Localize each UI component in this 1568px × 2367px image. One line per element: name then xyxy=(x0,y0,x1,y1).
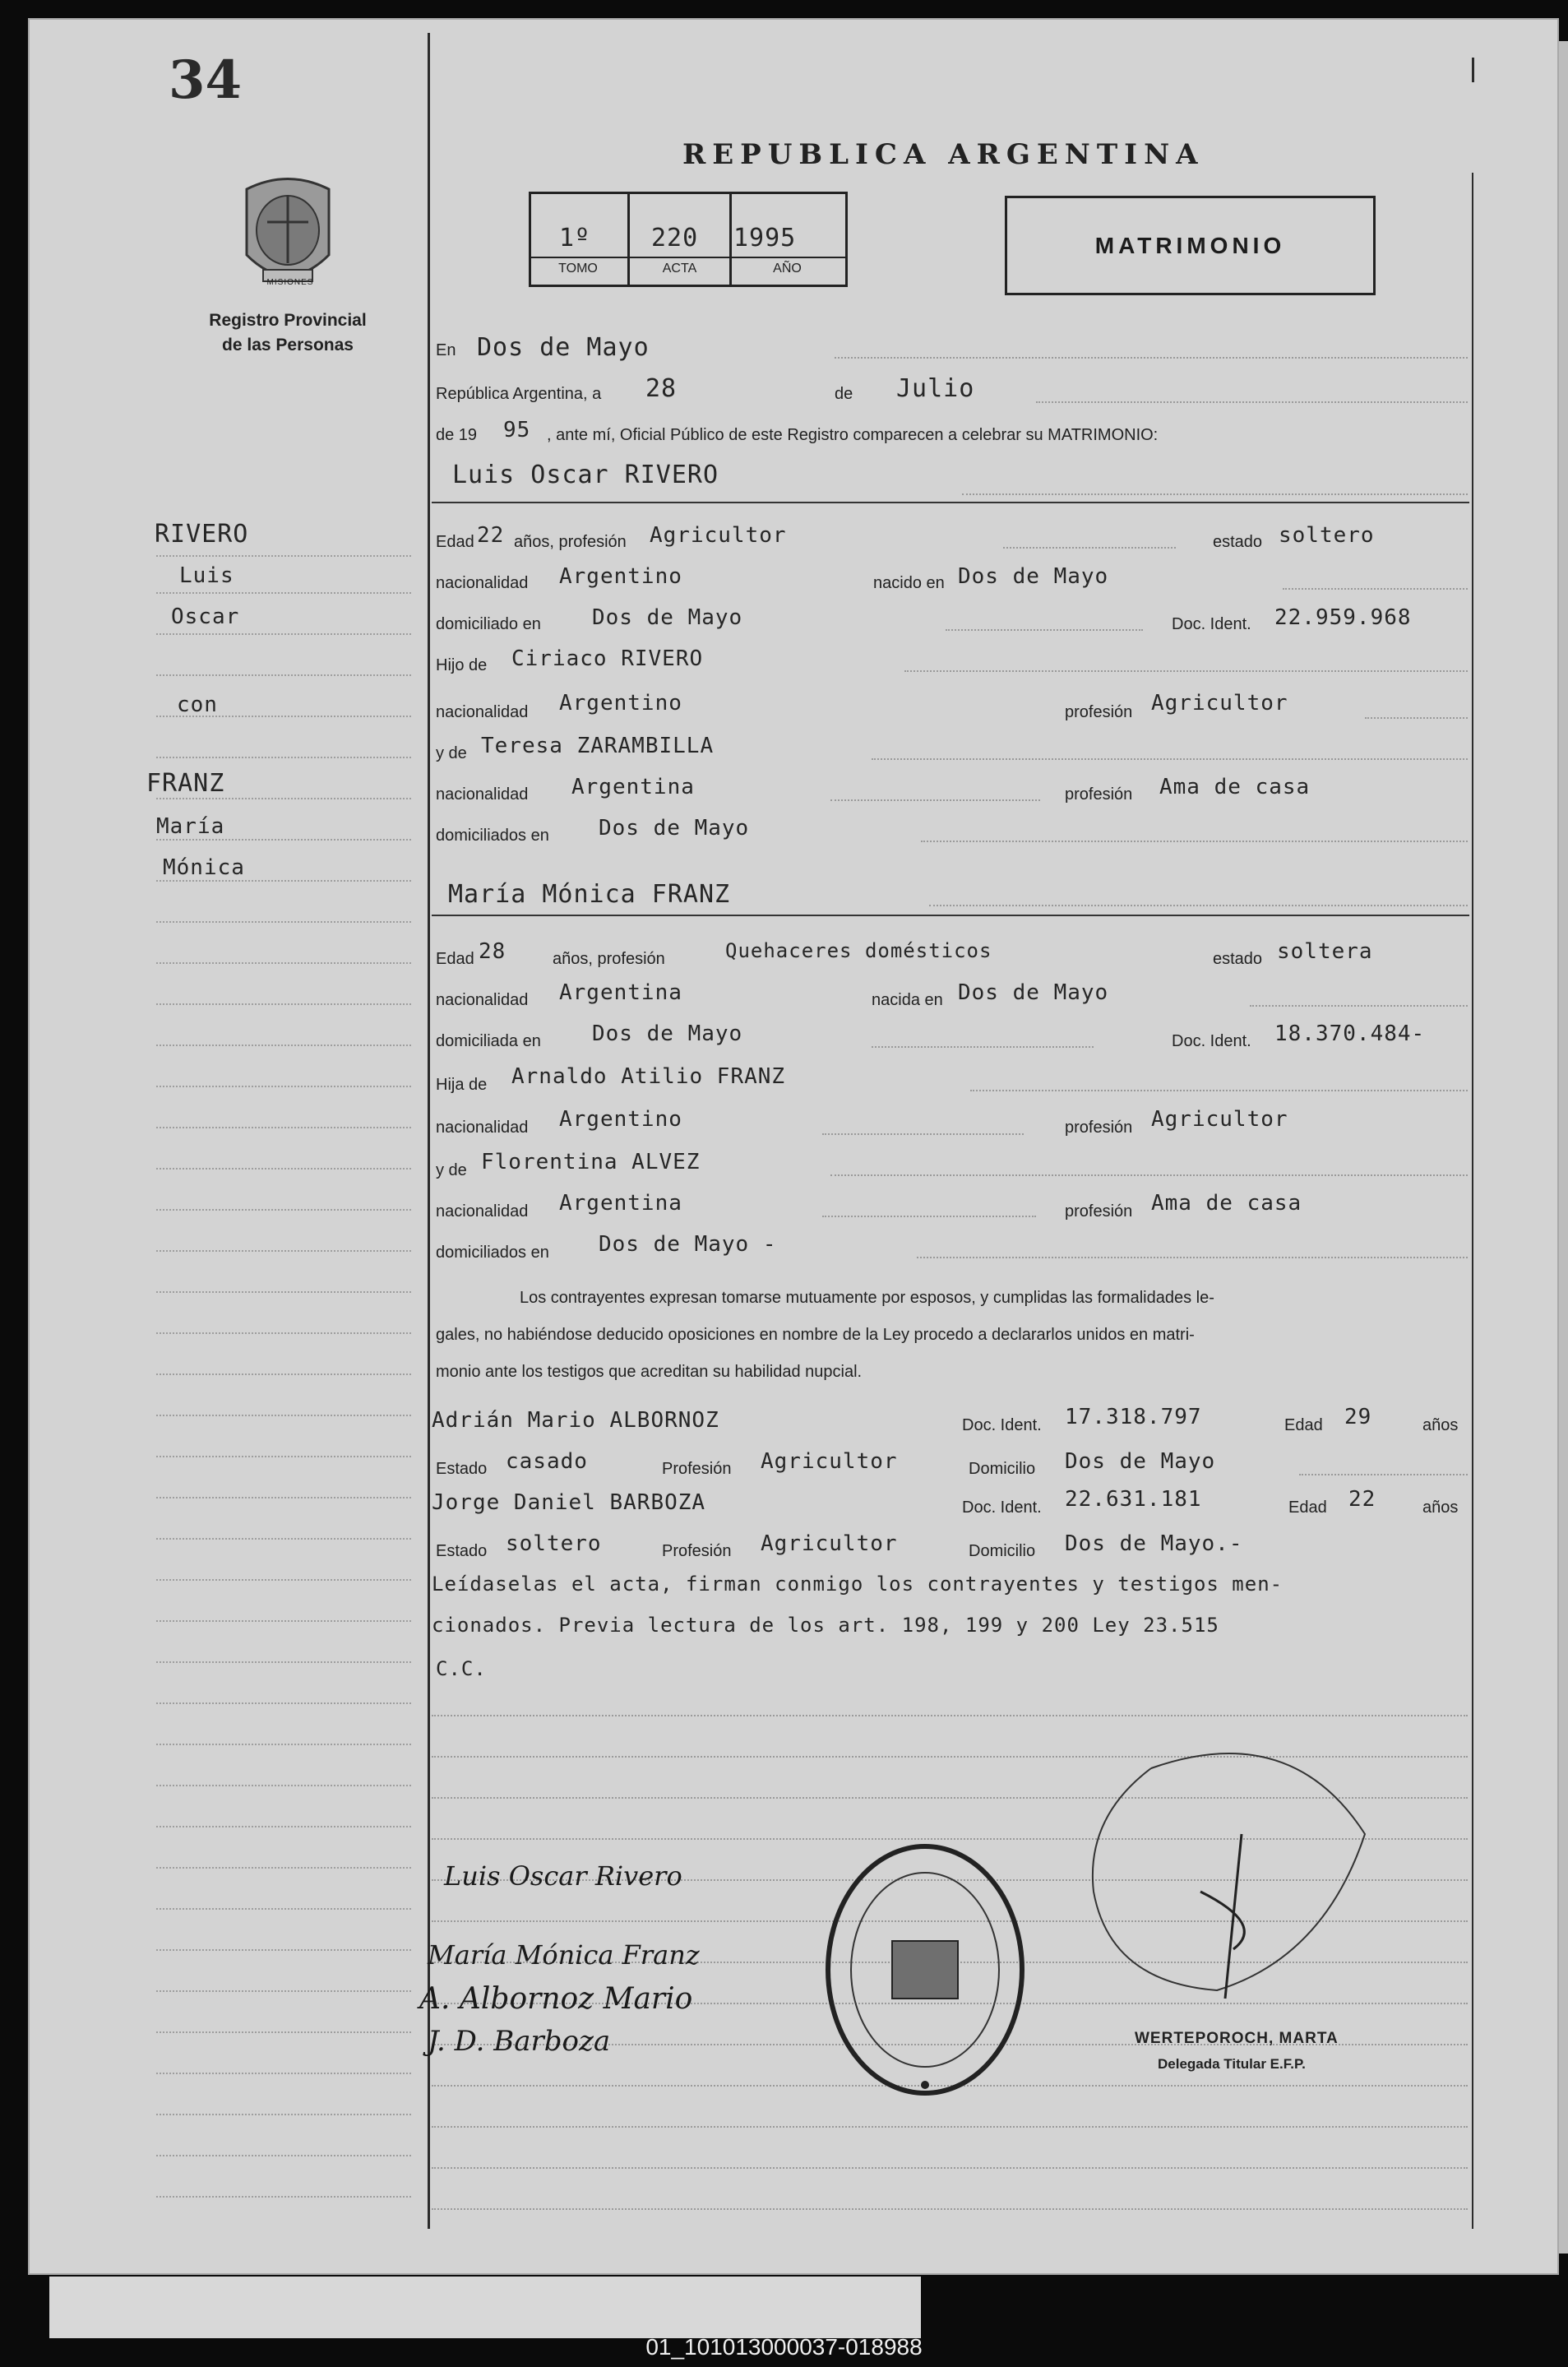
groom-doms-label: domiciliados en xyxy=(436,827,549,845)
margin-bride-first2: Mónica xyxy=(163,855,245,880)
signature-witness1: A. Albornoz Mario xyxy=(419,1982,693,2016)
bride-madre-nac: Argentina xyxy=(559,1191,682,1216)
bride-doc-label: Doc. Ident. xyxy=(1172,1032,1251,1050)
month-value: Julio xyxy=(896,374,975,403)
groom-name-header: Luis Oscar RIVERO xyxy=(452,461,719,489)
groom-doms: Dos de Mayo xyxy=(599,816,750,841)
notes-line-2: cionados. Previa lectura de los art. 198, 199 y 200 Ley 23.515 xyxy=(432,1614,1219,1637)
intro-text: , ante mí, Oficial Público de este Registro comparecen a celebrar su MATRIMONIO: xyxy=(547,426,1159,444)
year-prefix: de 19 xyxy=(436,426,478,444)
witness2-prof-label: Profesión xyxy=(662,1542,732,1560)
bride-name-header: María Mónica FRANZ xyxy=(448,880,731,909)
acta-value: 220 xyxy=(651,224,699,252)
bride-padre: Arnaldo Atilio FRANZ xyxy=(511,1064,786,1089)
seal-label: MISIONES xyxy=(266,278,314,287)
witness2-doc: 22.631.181 xyxy=(1065,1487,1202,1512)
groom-y-de-label: y de xyxy=(436,744,467,762)
registry-line-2: de las Personas xyxy=(222,336,354,354)
witness1-estado-label: Estado xyxy=(436,1460,488,1478)
year-suffix: 95 xyxy=(503,418,531,442)
groom-profesion: Agricultor xyxy=(650,523,787,548)
bride-edad: 28 xyxy=(479,939,506,964)
margin-groom-first2: Oscar xyxy=(171,604,240,629)
official-stamp-icon xyxy=(818,1834,1032,2105)
groom-domicilio: Dos de Mayo xyxy=(592,605,743,630)
groom-padre: Ciriaco RIVERO xyxy=(511,646,704,671)
column-divider-right xyxy=(1472,173,1473,2229)
republica-label: República Argentina, a xyxy=(436,385,602,403)
witness1-dom: Dos de Mayo xyxy=(1065,1449,1216,1474)
groom-nac-label: nacionalidad xyxy=(436,574,529,592)
witness2-doc-label: Doc. Ident. xyxy=(962,1498,1042,1517)
signature-witness2: J. D. Barboza xyxy=(428,2025,611,2058)
corner-mark xyxy=(1472,58,1474,82)
signature-groom: Luis Oscar Rivero xyxy=(444,1860,682,1892)
bride-padre-prof: Agricultor xyxy=(1151,1107,1288,1132)
groom-nacido: Dos de Mayo xyxy=(958,564,1109,589)
groom-nacido-label: nacido en xyxy=(873,574,945,592)
official-name: WERTEPOROCH, MARTA xyxy=(1135,2030,1339,2047)
groom-padre-nac-label: nacionalidad xyxy=(436,703,529,721)
signature-bride: María Mónica Franz xyxy=(428,1939,700,1971)
witness1-edad: 29 xyxy=(1344,1405,1372,1429)
declaration-line-1: Los contrayentes expresan tomarse mutuamente por esposos, y cumplidas las formalidades le- xyxy=(520,1289,1214,1307)
witness1-prof: Agricultor xyxy=(761,1449,898,1474)
country-heading: REPUBLICA ARGENTINA xyxy=(682,138,1205,171)
groom-padre-prof-label: profesión xyxy=(1065,703,1133,721)
ano-value: 1995 xyxy=(733,224,797,252)
bride-edad-label: Edad xyxy=(436,950,474,968)
witness1-doc: 17.318.797 xyxy=(1065,1405,1202,1429)
groom-doc-label: Doc. Ident. xyxy=(1172,615,1251,633)
margin-bride-surname: FRANZ xyxy=(146,769,225,798)
witness2-estado-label: Estado xyxy=(436,1542,488,1560)
official-signature-icon xyxy=(1077,1735,1381,2007)
declaration-line-3: monio ante los testigos que acreditan su habilidad nupcial. xyxy=(436,1363,863,1381)
groom-madre: Teresa ZARAMBILLA xyxy=(481,734,715,758)
witness2-prof: Agricultor xyxy=(761,1531,898,1556)
witness2-edad-label: Edad xyxy=(1288,1498,1327,1517)
witness2-name: Jorge Daniel BARBOZA xyxy=(432,1490,706,1515)
witness1-estado: casado xyxy=(506,1449,588,1474)
groom-edad-label: Edad xyxy=(436,533,474,551)
bride-padre-prof-label: profesión xyxy=(1065,1119,1133,1137)
groom-doc: 22.959.968 xyxy=(1274,605,1412,630)
witness2-estado: soltero xyxy=(506,1531,602,1556)
bride-nac-label: nacionalidad xyxy=(436,991,529,1009)
scan-id: 01_101013000037-018988 xyxy=(645,2334,923,2360)
witness1-doc-label: Doc. Ident. xyxy=(962,1416,1042,1434)
acta-label: ACTA xyxy=(662,262,697,276)
bride-hija-label: Hija de xyxy=(436,1076,488,1094)
witness1-dom-label: Domicilio xyxy=(969,1460,1036,1478)
bride-madre-prof: Ama de casa xyxy=(1151,1191,1302,1216)
witness1-anos-label: años xyxy=(1422,1416,1459,1434)
bride-domicilio: Dos de Mayo xyxy=(592,1021,743,1046)
de-label: de xyxy=(835,385,853,403)
page-number: 34 xyxy=(169,49,243,111)
ano-label: AÑO xyxy=(773,262,802,276)
registry-line-1: Registro Provincial xyxy=(209,311,367,330)
document-type-box xyxy=(1005,196,1376,295)
witness2-dom: Dos de Mayo.- xyxy=(1065,1531,1243,1556)
witness1-edad-label: Edad xyxy=(1284,1416,1323,1434)
notes-line-1: Leídaselas el acta, firman conmigo los contrayentes y testigos men- xyxy=(432,1573,1284,1596)
day-value: 28 xyxy=(645,374,678,403)
groom-madre-nac-label: nacionalidad xyxy=(436,785,529,804)
notes-line-3: C.C. xyxy=(436,1657,487,1680)
witness1-name: Adrián Mario ALBORNOZ xyxy=(432,1408,719,1433)
bride-nacida: Dos de Mayo xyxy=(958,980,1109,1005)
witness1-prof-label: Profesión xyxy=(662,1460,732,1478)
bride-madre: Florentina ALVEZ xyxy=(481,1150,701,1174)
bride-nacida-label: nacida en xyxy=(872,991,943,1009)
bride-profesion-label: años, profesión xyxy=(553,950,665,968)
document-type: MATRIMONIO xyxy=(1094,232,1286,258)
bride-estado-label: estado xyxy=(1213,950,1263,968)
tomo-value: 1º xyxy=(559,224,591,252)
declaration-line-2: gales, no habiéndose deducido oposiciones en nombre de la Ley procedo a declararlos unidos en matri- xyxy=(436,1326,1195,1344)
groom-madre-nac: Argentina xyxy=(571,775,695,799)
witness2-dom-label: Domicilio xyxy=(969,1542,1036,1560)
margin-connector: con xyxy=(177,692,218,717)
bride-madre-prof-label: profesión xyxy=(1065,1202,1133,1221)
witness2-anos-label: años xyxy=(1422,1498,1459,1517)
official-title: Delegada Titular E.F.P. xyxy=(1158,2056,1306,2072)
bride-madre-nac-label: nacionalidad xyxy=(436,1202,529,1221)
bride-padre-nac-label: nacionalidad xyxy=(436,1119,529,1137)
margin-groom-first1: Luis xyxy=(179,563,234,588)
groom-hijo-label: Hijo de xyxy=(436,656,488,674)
margin-groom-surname: RIVERO xyxy=(155,520,249,549)
groom-dom-label: domiciliado en xyxy=(436,615,541,633)
bride-estado: soltera xyxy=(1277,939,1373,964)
bride-dom-label: domiciliada en xyxy=(436,1032,541,1050)
bride-nacionalidad: Argentina xyxy=(559,980,682,1005)
place-value: Dos de Mayo xyxy=(477,333,650,362)
groom-madre-prof-label: profesión xyxy=(1065,785,1133,804)
groom-estado: soltero xyxy=(1279,523,1375,548)
bride-doc: 18.370.484- xyxy=(1274,1021,1426,1046)
bride-profesion: Quehaceres domésticos xyxy=(725,939,992,962)
tomo-label: TOMO xyxy=(558,262,598,276)
groom-madre-prof: Ama de casa xyxy=(1159,775,1311,799)
margin-bride-first1: María xyxy=(156,814,225,839)
groom-estado-label: estado xyxy=(1213,533,1263,551)
bride-padre-nac: Argentino xyxy=(559,1107,682,1132)
groom-nacionalidad: Argentino xyxy=(559,564,682,589)
groom-padre-prof: Agricultor xyxy=(1151,691,1288,716)
groom-padre-nac: Argentino xyxy=(559,691,682,716)
column-divider-left xyxy=(428,33,430,2229)
bride-doms-label: domiciliados en xyxy=(436,1244,549,1262)
groom-profesion-label: años, profesión xyxy=(514,533,627,551)
witness2-edad: 22 xyxy=(1348,1487,1376,1512)
en-label: En xyxy=(436,341,456,359)
groom-edad: 22 xyxy=(477,523,505,548)
bride-y-de-label: y de xyxy=(436,1161,467,1179)
bride-doms: Dos de Mayo - xyxy=(599,1232,777,1257)
underlying-page-edge xyxy=(49,2277,921,2338)
